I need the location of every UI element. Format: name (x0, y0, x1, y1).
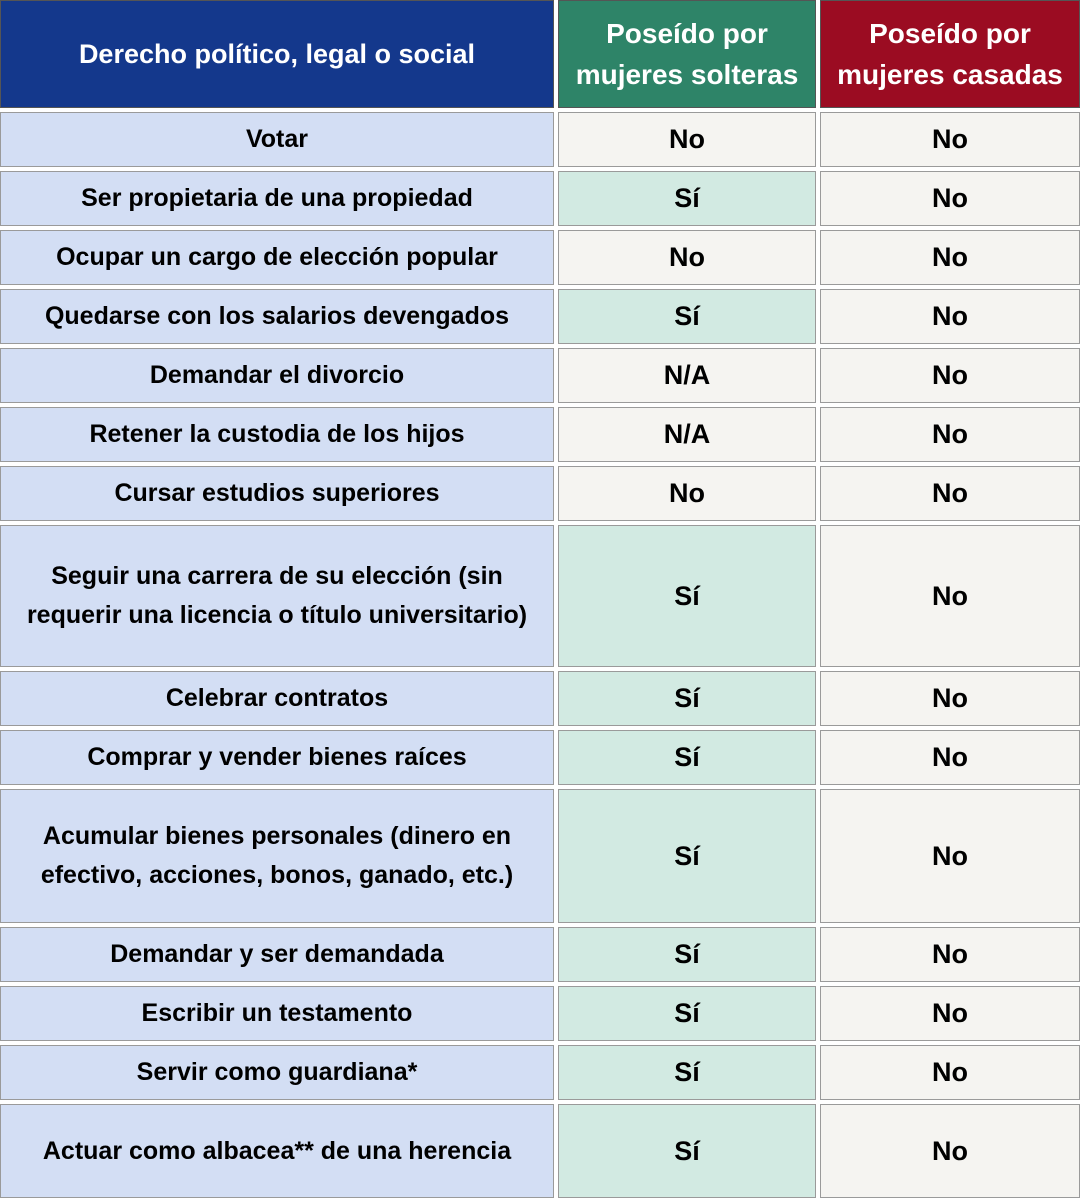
married-women-value: No (820, 1045, 1080, 1100)
row-label: Actuar como albacea** de una herencia (0, 1104, 554, 1198)
row-label: Votar (0, 112, 554, 167)
single-women-value: No (558, 230, 816, 285)
header-single-women: Poseído por mujeres solteras (558, 0, 816, 108)
married-women-value: No (820, 289, 1080, 344)
single-women-value: Sí (558, 789, 816, 923)
single-women-value: Sí (558, 927, 816, 982)
single-women-value: N/A (558, 407, 816, 462)
married-women-value: No (820, 927, 1080, 982)
single-women-value: Sí (558, 525, 816, 667)
row-label: Comprar y vender bienes raíces (0, 730, 554, 785)
single-women-value: N/A (558, 348, 816, 403)
single-women-value: Sí (558, 289, 816, 344)
row-label: Escribir un testamento (0, 986, 554, 1041)
single-women-value: Sí (558, 1104, 816, 1198)
married-women-value: No (820, 671, 1080, 726)
single-women-value: Sí (558, 671, 816, 726)
header-married-women: Poseído por mujeres casadas (820, 0, 1080, 108)
row-label: Quedarse con los salarios devengados (0, 289, 554, 344)
married-women-value: No (820, 230, 1080, 285)
single-women-value: No (558, 466, 816, 521)
row-label: Ser propietaria de una propiedad (0, 171, 554, 226)
married-women-value: No (820, 525, 1080, 667)
single-women-value: Sí (558, 986, 816, 1041)
married-women-value: No (820, 466, 1080, 521)
row-label: Retener la custodia de los hijos (0, 407, 554, 462)
single-women-value: Sí (558, 730, 816, 785)
single-women-value: Sí (558, 1045, 816, 1100)
row-label: Ocupar un cargo de elección popular (0, 230, 554, 285)
married-women-value: No (820, 789, 1080, 923)
row-label: Demandar el divorcio (0, 348, 554, 403)
married-women-value: No (820, 986, 1080, 1041)
married-women-value: No (820, 730, 1080, 785)
single-women-value: No (558, 112, 816, 167)
row-label: Demandar y ser demandada (0, 927, 554, 982)
header-rights: Derecho político, legal o social (0, 0, 554, 108)
row-label: Celebrar contratos (0, 671, 554, 726)
married-women-value: No (820, 1104, 1080, 1198)
married-women-value: No (820, 171, 1080, 226)
row-label: Servir como guardiana* (0, 1045, 554, 1100)
row-label: Cursar estudios superiores (0, 466, 554, 521)
single-women-value: Sí (558, 171, 816, 226)
married-women-value: No (820, 348, 1080, 403)
married-women-value: No (820, 112, 1080, 167)
row-label: Seguir una carrera de su elección (sin requerir una licencia o título universitario) (0, 525, 554, 667)
married-women-value: No (820, 407, 1080, 462)
row-label: Acumular bienes personales (dinero en efectivo, acciones, bonos, ganado, etc.) (0, 789, 554, 923)
